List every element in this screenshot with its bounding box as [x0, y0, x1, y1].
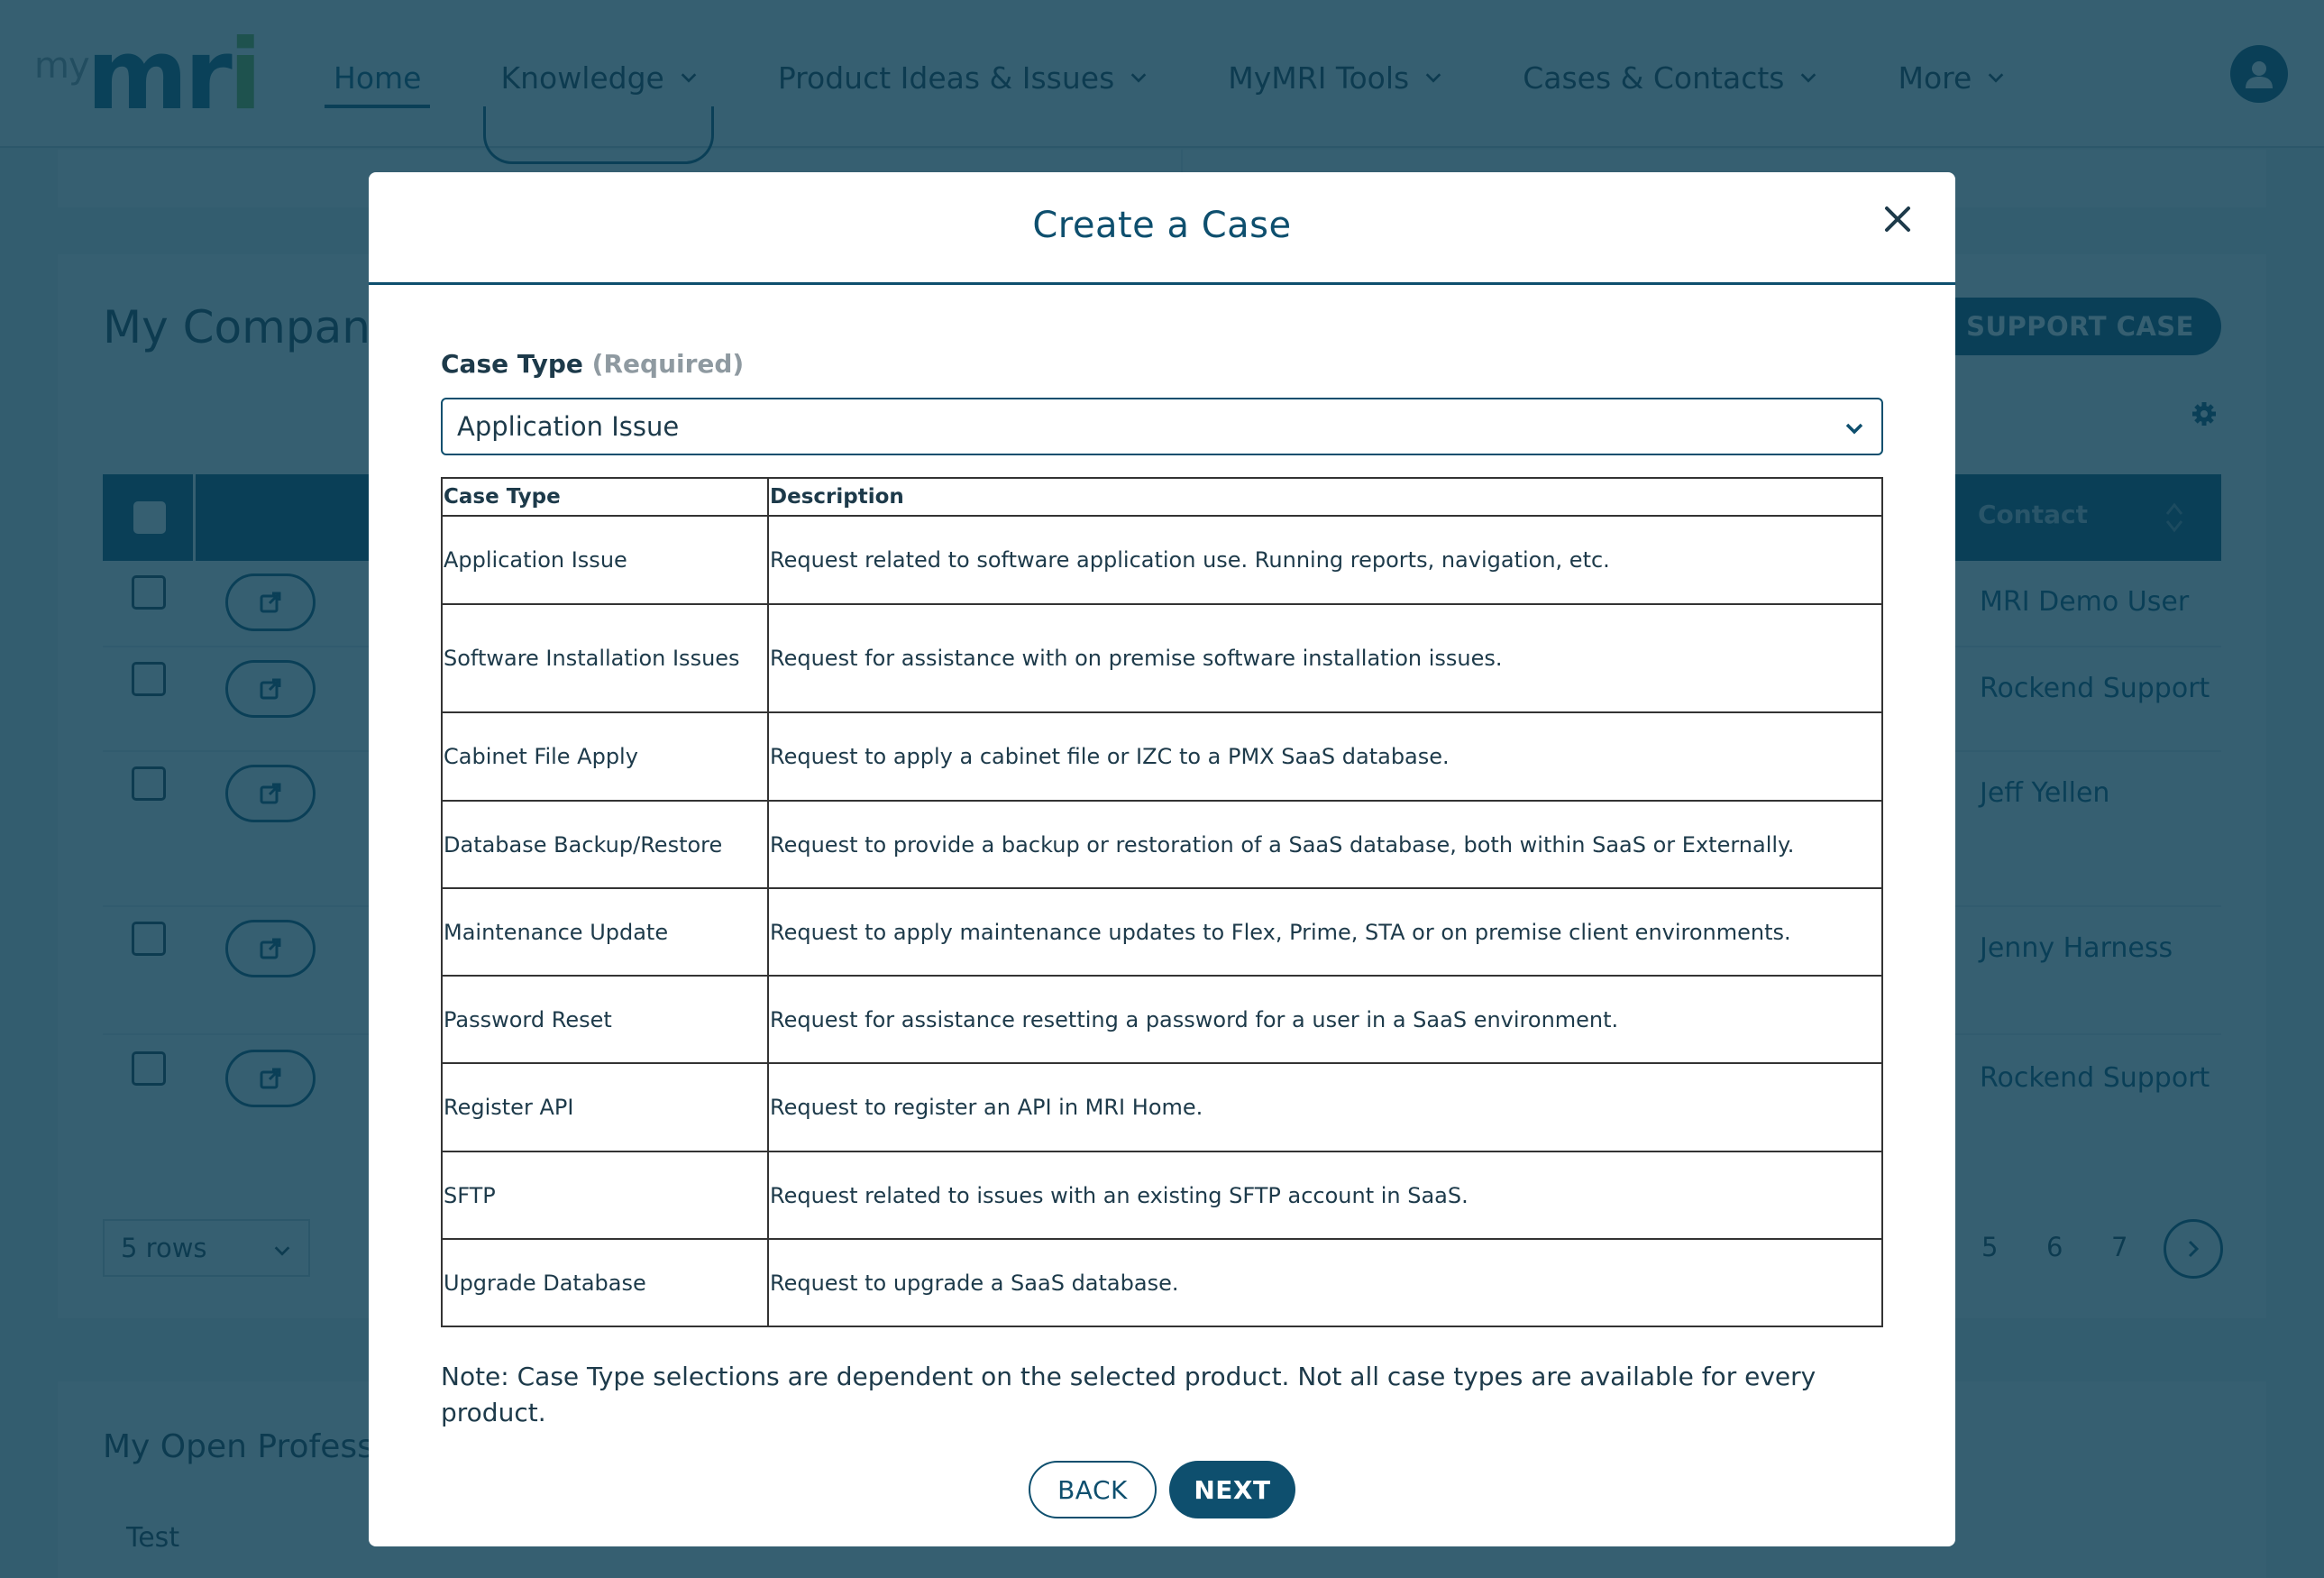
case-type-cell: SFTP: [442, 1151, 768, 1239]
chevron-down-icon: [1844, 417, 1865, 439]
case-type-cell: Upgrade Database: [442, 1239, 768, 1326]
table-row: [442, 1239, 1882, 1326]
case-types-table: [441, 477, 1883, 1327]
description-cell: Request related to software application use. Running reports, navigation, etc.: [768, 516, 1882, 604]
case-type-label: [441, 349, 744, 379]
case-type-cell: Software Installation Issues: [442, 604, 768, 712]
case-type-column-header: Case Type: [442, 478, 768, 516]
case-type-cell: Password Reset: [442, 976, 768, 1063]
table-row: [442, 1063, 1882, 1151]
back-button[interactable]: BACK: [1029, 1461, 1157, 1518]
case-type-cell: Application Issue: [442, 516, 768, 604]
case-type-cell: Database Backup/Restore: [442, 801, 768, 888]
required-indicator: (Required): [591, 349, 745, 379]
case-type-cell: Maintenance Update: [442, 888, 768, 976]
description-cell: Request to apply a cabinet file or IZC to a PMX SaaS database.: [768, 712, 1882, 801]
description-column-header: Description: [768, 478, 1882, 516]
table-row: [442, 604, 1882, 712]
close-button[interactable]: [1880, 201, 1916, 237]
case-type-cell: Register API: [442, 1063, 768, 1151]
case-type-selected-value: Application Issue: [457, 411, 680, 442]
description-cell: Request to register an API in MRI Home.: [768, 1063, 1882, 1151]
create-case-dialog: [369, 172, 1955, 1546]
description-cell: Request to provide a backup or restoration of a SaaS database, both within SaaS or Externally.: [768, 801, 1882, 888]
case-type-note: Note: Case Type selections are dependent on the selected product. Not all case types are available for every product.: [441, 1362, 1816, 1427]
case-type-cell: Cabinet File Apply: [442, 712, 768, 801]
description-cell: Request for assistance with on premise software installation issues.: [768, 604, 1882, 712]
dialog-header: [369, 172, 1955, 285]
table-row: [442, 801, 1882, 888]
case-type-select[interactable]: [441, 398, 1883, 455]
description-cell: Request for assistance resetting a password for a user in a SaaS environment.: [768, 976, 1882, 1063]
table-header-row: [442, 478, 1882, 516]
close-icon: [1883, 205, 1912, 234]
description-cell: Request to upgrade a SaaS database.: [768, 1239, 1882, 1326]
next-button[interactable]: NEXT: [1169, 1461, 1295, 1518]
case-type-label-text: Case Type: [441, 349, 583, 379]
description-cell: Request to apply maintenance updates to Flex, Prime, STA or on premise client environments.: [768, 888, 1882, 976]
table-row: [442, 888, 1882, 976]
dialog-title: Create a Case: [1032, 205, 1292, 246]
table-row: [442, 976, 1882, 1063]
table-row: [442, 712, 1882, 801]
table-row: [442, 1151, 1882, 1239]
table-row: [442, 516, 1882, 604]
description-cell: Request related to issues with an existing SFTP account in SaaS.: [768, 1151, 1882, 1239]
